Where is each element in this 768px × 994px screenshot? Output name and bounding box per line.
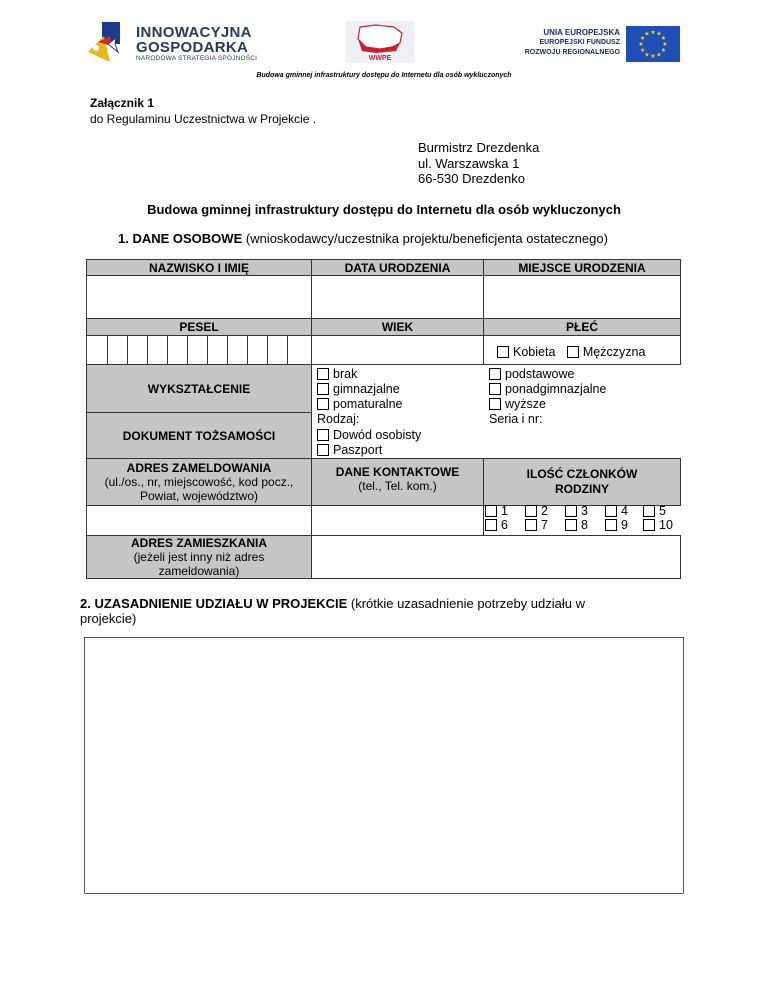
registered-address-title: ADRES ZAMELDOWANIA: [126, 461, 272, 475]
female-checkbox[interactable]: [497, 346, 509, 358]
family-count-4: 4: [605, 504, 628, 518]
svg-text:★: ★: [656, 30, 662, 38]
family-count-8: 8: [565, 518, 588, 532]
contact-field[interactable]: [311, 505, 484, 536]
pesel-digit-box[interactable]: [287, 335, 312, 365]
doc-option: Dowód osobisty: [317, 428, 421, 442]
residence-address-note: (jeżeli jest inny niż adres zameldowania): [133, 550, 265, 578]
edu-option: gimnazjalne: [317, 382, 400, 396]
family-count-3: 3: [565, 504, 588, 518]
header-caption: Budowa gminnej infrastruktury dostępu do Internetu dla osób wykluczonych: [256, 72, 512, 79]
attachment-title: Załącznik 1: [90, 96, 155, 110]
family-checkbox[interactable]: [485, 519, 497, 531]
family-checkbox[interactable]: [485, 505, 497, 517]
pesel-digit-box[interactable]: [86, 335, 108, 365]
birthplace-field[interactable]: [483, 275, 681, 323]
attachment-subtitle: do Regulaminu Uczestnictwa w Projekcie .: [90, 112, 317, 126]
male-checkbox[interactable]: [567, 346, 579, 358]
eu-line1: UNIA EUROPEJSKA: [543, 28, 620, 37]
header-pesel: PESEL: [86, 318, 312, 336]
edu-option: brak: [317, 367, 357, 381]
birthdate-field[interactable]: [311, 275, 484, 323]
star-logo-icon: [88, 22, 132, 62]
pesel-digit-box[interactable]: [267, 335, 288, 365]
wwpe-text: WWPE: [368, 55, 392, 62]
sex-options: [497, 345, 645, 359]
header-education: WYKSZTAŁCENIE: [86, 364, 312, 413]
justification-textarea[interactable]: [84, 637, 684, 894]
header-document: DOKUMENT TOŻSAMOŚCI: [86, 412, 312, 459]
header-residence-address: [86, 535, 312, 579]
document-title: Budowa gminnej infrastruktury dostępu do Internetu dla osób wykluczonych: [147, 202, 621, 217]
section2-bold: 2. UZASADNIENIE UDZIAŁU W PROJEKCIE: [80, 596, 348, 611]
svg-text:★: ★: [662, 41, 668, 48]
svg-text:★: ★: [656, 51, 662, 59]
edu-checkbox[interactable]: [489, 368, 501, 380]
registered-address-field[interactable]: [86, 505, 312, 536]
edu-checkbox[interactable]: [317, 368, 329, 380]
eu-logo: [500, 26, 680, 64]
section2-heading: [80, 596, 640, 626]
svg-text:★: ★: [638, 41, 644, 48]
doc-series-label: Seria i nr:: [489, 412, 543, 426]
innowacyjna-gospodarka-logo: [88, 20, 288, 64]
header-birthplace: MIEJSCE URODZENIA: [483, 259, 681, 276]
svg-text:★: ★: [660, 47, 667, 54]
pesel-digit-box[interactable]: [247, 335, 268, 365]
edu-checkbox[interactable]: [317, 383, 329, 395]
logo-line1: INNOWACYJNA: [136, 24, 252, 41]
svg-text:★: ★: [639, 35, 646, 42]
pesel-digit-box[interactable]: [107, 335, 128, 365]
svg-text:★: ★: [660, 35, 667, 42]
doc-kind-label: Rodzaj:: [317, 412, 360, 426]
family-checkbox[interactable]: [565, 505, 577, 517]
doc-option: Paszport: [317, 443, 382, 457]
logo-line3: NARODOWA STRATEGIA SPÓJNOŚCI: [136, 55, 258, 62]
contact-note: (tel., Tel. kom.): [358, 479, 437, 493]
section1-heading: [118, 231, 608, 246]
male-label: Mężczyzna: [582, 345, 646, 359]
header-contact: [311, 458, 484, 506]
addressee-block: [418, 140, 539, 187]
name-field[interactable]: [86, 275, 312, 323]
header-registered-address: [86, 458, 312, 506]
edu-checkbox[interactable]: [317, 398, 329, 410]
svg-text:★: ★: [644, 30, 650, 38]
family-checkbox[interactable]: [525, 519, 537, 531]
pesel-digit-box[interactable]: [207, 335, 228, 365]
residence-address-field[interactable]: [311, 535, 681, 579]
family-count-2: 2: [525, 504, 548, 518]
pesel-digit-box[interactable]: [167, 335, 188, 365]
family-checkbox[interactable]: [643, 505, 655, 517]
family-count-5: 5: [643, 504, 666, 518]
eu-flag-icon: [626, 26, 680, 62]
wwpe-logo: [346, 21, 414, 63]
passport-checkbox[interactable]: [317, 444, 329, 456]
pesel-digit-box[interactable]: [187, 335, 208, 365]
id-card-checkbox[interactable]: [317, 429, 329, 441]
family-count-9: 9: [605, 518, 628, 532]
family-checkbox[interactable]: [525, 505, 537, 517]
eu-line2: EUROPEJSKI FUNDUSZ: [539, 39, 620, 46]
svg-text:★: ★: [644, 51, 650, 59]
edu-option: pomaturalne: [317, 397, 403, 411]
logo-line2: GOSPODARKA: [136, 39, 249, 56]
addressee-line3: 66-530 Drezdenko: [418, 171, 525, 186]
addressee-line2: ul. Warszawska 1: [418, 155, 520, 171]
edu-option: podstawowe: [489, 367, 575, 381]
svg-text:★: ★: [650, 53, 656, 60]
header-family-size: ILOŚĆ CZŁONKÓW RODZINY: [483, 458, 681, 506]
edu-checkbox[interactable]: [489, 383, 501, 395]
family-count-7: 7: [525, 518, 548, 532]
family-checkbox[interactable]: [605, 505, 617, 517]
female-label: Kobieta: [513, 345, 556, 359]
edu-checkbox[interactable]: [489, 398, 501, 410]
poland-map-icon: [346, 21, 414, 63]
contact-title: DANE KONTAKTOWE: [335, 465, 460, 479]
section2-normal: (krótkie uzasadnienie potrzeby udziału w projekcie): [80, 596, 585, 626]
family-checkbox[interactable]: [605, 519, 617, 531]
family-count-10: 10: [643, 518, 673, 532]
family-checkbox[interactable]: [643, 519, 655, 531]
header-birthdate: DATA URODZENIA: [311, 259, 484, 276]
pesel-digit-box[interactable]: [227, 335, 248, 365]
pesel-field[interactable]: [86, 335, 312, 365]
residence-address-title: ADRES ZAMIESZKANIA: [130, 536, 267, 550]
pesel-digit-box[interactable]: [147, 335, 168, 365]
section1-normal: (wnioskodawcy/uczestnika projektu/beneficjenta ostatecznego): [242, 231, 608, 246]
header-name: NAZWISKO I IMIĘ: [86, 259, 312, 276]
header-sex: PŁEĆ: [483, 318, 681, 336]
registered-address-note: (ul./os., nr, miejscowość, kod pocz., Powiat, województwo): [104, 475, 294, 503]
section1-bold: 1. DANE OSOBOWE: [118, 231, 243, 246]
pesel-digit-box[interactable]: [127, 335, 148, 365]
header-age: WIEK: [311, 318, 484, 336]
family-count-6: 6: [485, 518, 508, 532]
family-count-1: 1: [485, 504, 508, 518]
edu-option: wyższe: [489, 397, 546, 411]
eu-line3: ROZWOJU REGIONALNEGO: [524, 49, 620, 56]
addressee-line1: Burmistrz Drezdenka: [418, 140, 540, 155]
svg-text:★: ★: [639, 47, 646, 54]
edu-option: ponadgimnazjalne: [489, 382, 606, 396]
svg-text:★: ★: [650, 29, 656, 36]
family-checkbox[interactable]: [565, 519, 577, 531]
age-field[interactable]: [311, 335, 484, 365]
